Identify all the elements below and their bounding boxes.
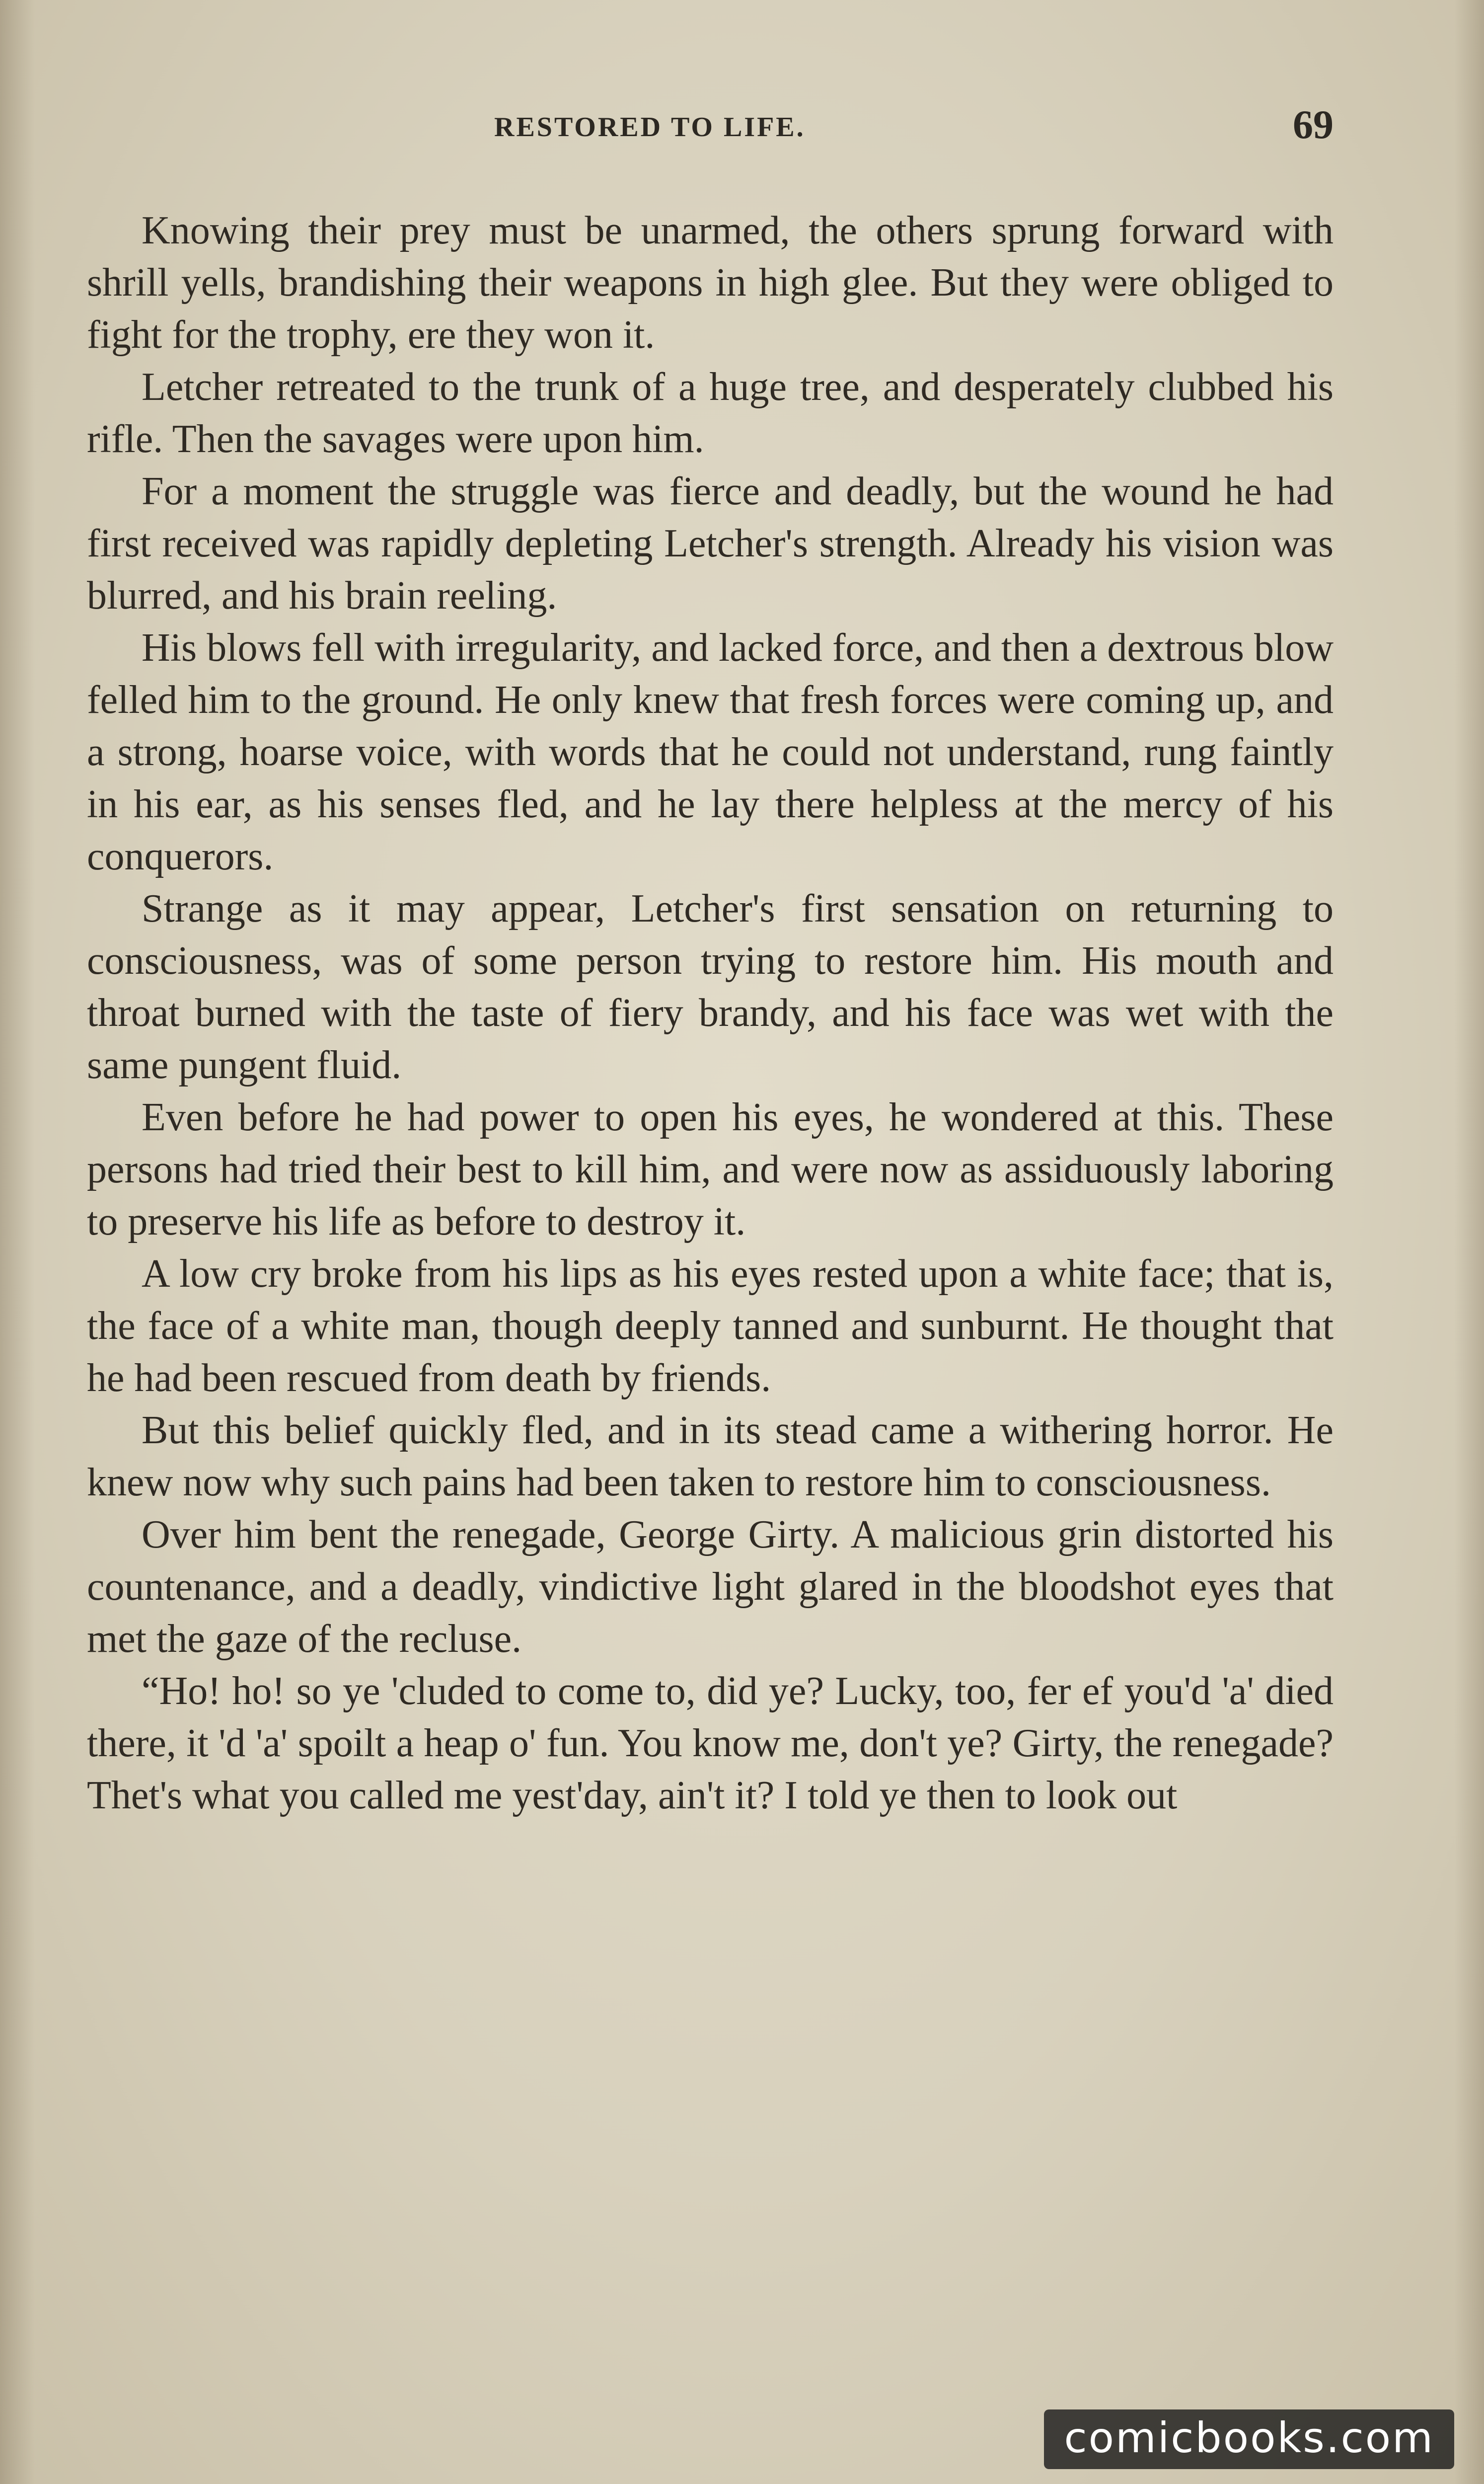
page-shadow-right [1454, 0, 1484, 2484]
body-text [87, 205, 1334, 1822]
watermark: comicbooks.com [1044, 2409, 1454, 2469]
paragraph: But this belief quickly fled, and in its stead came a withering horror. He knew now why such pains had been taken to restore him to consciousness. [87, 1408, 1334, 1504]
paragraph: His blows fell with irregularity, and lacked force, and then a dextrous blow felled him to the ground. He only knew that fresh forces were coming up, and a strong, hoarse voice, with words that he could not understand, rung faintly in his ear, as his senses fled, and he lay there helpless at the mercy of his conquerors. [87, 626, 1334, 878]
paragraph: Even before he had power to open his eyes, he wondered at this. These persons had tried their best to kill him, and were now as assiduously laboring to preserve his life as before to destroy it. [87, 1095, 1334, 1243]
paragraph: Over him bent the renegade, George Girty. A malicious grin distorted his countenance, and a deadly, vindictive light glared in the bloodshot eyes that met the gaze of the recluse. [87, 1513, 1334, 1661]
paragraph: For a moment the struggle was fierce and deadly, but the wound he had first received was rapidly depleting Letcher's strength. Already his vision was blurred, and his brain reeling. [87, 469, 1334, 618]
paragraph: “Ho! ho! so ye 'cluded to come to, did ye? Lucky, too, fer ef you'd 'a' died there, it 'd 'a' spoilt a heap o' fun. You know me, don't ye? Girty, the renegade? Thet's what you called me yest'day, ain't it? I told ye then to look out [87, 1669, 1334, 1817]
page-number: 69 [1293, 102, 1334, 147]
paragraph: Knowing their prey must be unarmed, the others sprung forward with shrill yells, brandishing their weapons in high glee. But they were obliged to fight for the trophy, ere they won it. [87, 209, 1334, 357]
running-header [87, 99, 1334, 149]
page-shadow-left [0, 0, 35, 2484]
paragraph: A low cry broke from his lips as his eyes rested upon a white face; that is, the face of a white man, though deeply tanned and sunburnt. He thought that he had been rescued from death by friends. [87, 1252, 1334, 1400]
paragraph: Strange as it may appear, Letcher's first sensation on returning to consciousness, was of some person trying to restore him. His mouth and throat burned with the taste of fiery brandy, and his face was wet with the same pungent fluid. [87, 887, 1334, 1087]
running-title: RESTORED TO LIFE. [494, 112, 806, 143]
paragraph: Letcher retreated to the trunk of a huge tree, and desperately clubbed his rifle. Then the savages were upon him. [87, 365, 1334, 461]
